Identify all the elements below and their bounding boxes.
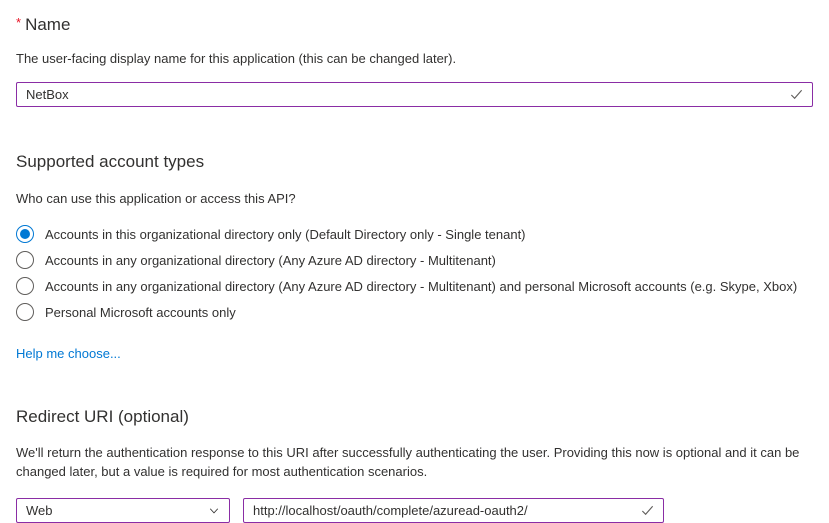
help-me-choose-link[interactable]: Help me choose... — [16, 346, 121, 361]
account-types-section — [16, 151, 813, 363]
required-asterisk: * — [16, 15, 22, 30]
name-section — [16, 12, 813, 107]
platform-type-select[interactable] — [16, 498, 230, 523]
radio-option-label: Accounts in this organizational directory only (Default Directory only - Single tenant) — [45, 226, 526, 242]
radio-button-icon — [16, 225, 34, 243]
redirect-uri-title: Redirect URI (optional) — [16, 407, 189, 426]
name-section-title — [16, 12, 813, 36]
radio-button-icon — [16, 251, 34, 269]
name-description: The user-facing display name for this application (this can be changed later). — [16, 51, 457, 66]
account-types-question: Who can use this application or access this API? — [16, 191, 296, 206]
app-name-field-wrapper — [16, 82, 813, 107]
radio-option-multitenant-personal[interactable] — [16, 273, 813, 299]
radio-button-icon — [16, 303, 34, 321]
redirect-uri-field-wrapper — [243, 498, 664, 523]
account-types-title: Supported account types — [16, 152, 205, 171]
checkmark-icon — [789, 87, 804, 102]
radio-option-single-tenant[interactable] — [16, 221, 813, 247]
redirect-uri-controls — [16, 498, 813, 523]
app-name-input[interactable] — [17, 87, 812, 102]
radio-option-label: Personal Microsoft accounts only — [45, 304, 236, 320]
name-title-text: Name — [25, 15, 71, 34]
chevron-down-icon — [207, 505, 221, 517]
account-type-radio-group — [16, 221, 813, 325]
redirect-uri-description: We'll return the authentication response to this URI after successfully authenticating the user. Providing this now is optional and it can be changed later, but a value is required for most authentication scenarios. — [16, 445, 800, 479]
radio-option-label: Accounts in any organizational directory (Any Azure AD directory - Multitenant) and personal Microsoft accounts (e.g. Skype, Xbox) — [45, 278, 798, 294]
radio-option-multitenant[interactable] — [16, 247, 813, 273]
redirect-uri-section — [16, 406, 813, 523]
radio-button-icon — [16, 277, 34, 295]
radio-option-label: Accounts in any organizational directory (Any Azure AD directory - Multitenant) — [45, 252, 496, 268]
radio-option-personal-only[interactable] — [16, 299, 813, 325]
platform-type-value: Web — [26, 503, 53, 518]
